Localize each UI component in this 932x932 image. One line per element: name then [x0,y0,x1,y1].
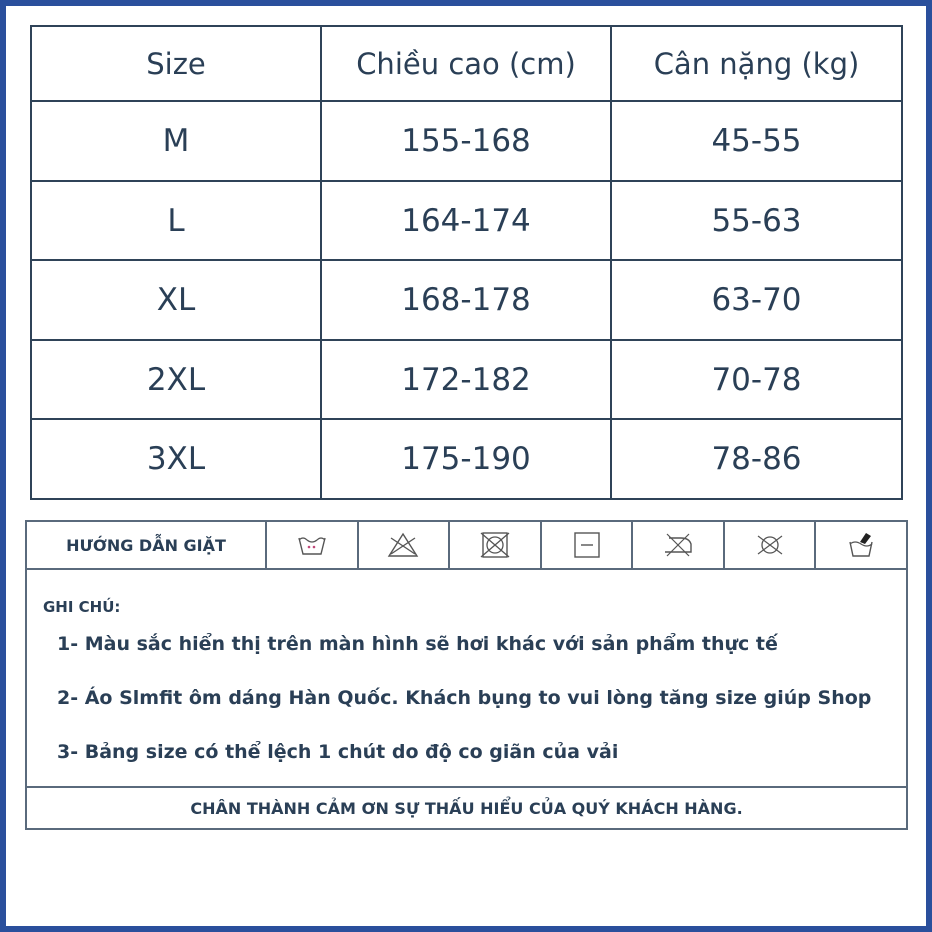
cell-weight: 45-55 [611,101,902,181]
cell-weight: 70-78 [611,340,902,420]
header-weight: Cân nặng (kg) [611,26,902,101]
cell-size: XL [31,260,321,340]
cell-size: 3XL [31,419,321,499]
dry-flat-icon [542,522,634,568]
cell-height: 164-174 [321,181,611,261]
table-row [31,340,902,420]
cell-weight: 78-86 [611,419,902,499]
cell-height: 175-190 [321,419,611,499]
cell-size: L [31,181,321,261]
note-item: 1- Màu sắc hiển thị trên màn hình sẽ hơi khác với sản phẩm thực tế [57,633,778,655]
cell-height: 155-168 [321,101,611,181]
washing-guide-row [27,522,906,570]
washing-guide-title: HƯỚNG DẪN GIẶT [27,522,267,568]
table-row [31,419,902,499]
wash-30-icon [267,522,359,568]
note-item: 3- Bảng size có thể lệch 1 chút do độ co giãn của vải [57,741,619,763]
notes-title: GHI CHÚ: [43,598,121,616]
header-size: Size [31,26,321,101]
cell-size: M [31,101,321,181]
table-row [31,101,902,181]
note-item: 2- Áo Slmfit ôm dáng Hàn Quốc. Khách bụng to vui lòng tăng size giúp Shop [57,687,872,709]
table-row [31,181,902,261]
notes-section [27,570,906,788]
no-tumble-dry-icon [450,522,542,568]
size-chart-table [30,25,903,500]
cell-height: 168-178 [321,260,611,340]
cell-height: 172-182 [321,340,611,420]
no-bleach-icon [359,522,451,568]
cell-weight: 63-70 [611,260,902,340]
table-header-row [31,26,902,101]
no-dry-clean-icon [725,522,817,568]
cell-size: 2XL [31,340,321,420]
thank-you-message: CHÂN THÀNH CẢM ƠN SỰ THẤU HIỂU CỦA QUÝ KHÁCH HÀNG. [190,798,743,818]
care-notes-box [25,520,908,830]
header-height: Chiều cao (cm) [321,26,611,101]
iron-low-icon [633,522,725,568]
cell-weight: 55-63 [611,181,902,261]
hand-wash-icon [816,522,906,568]
table-row [31,260,902,340]
